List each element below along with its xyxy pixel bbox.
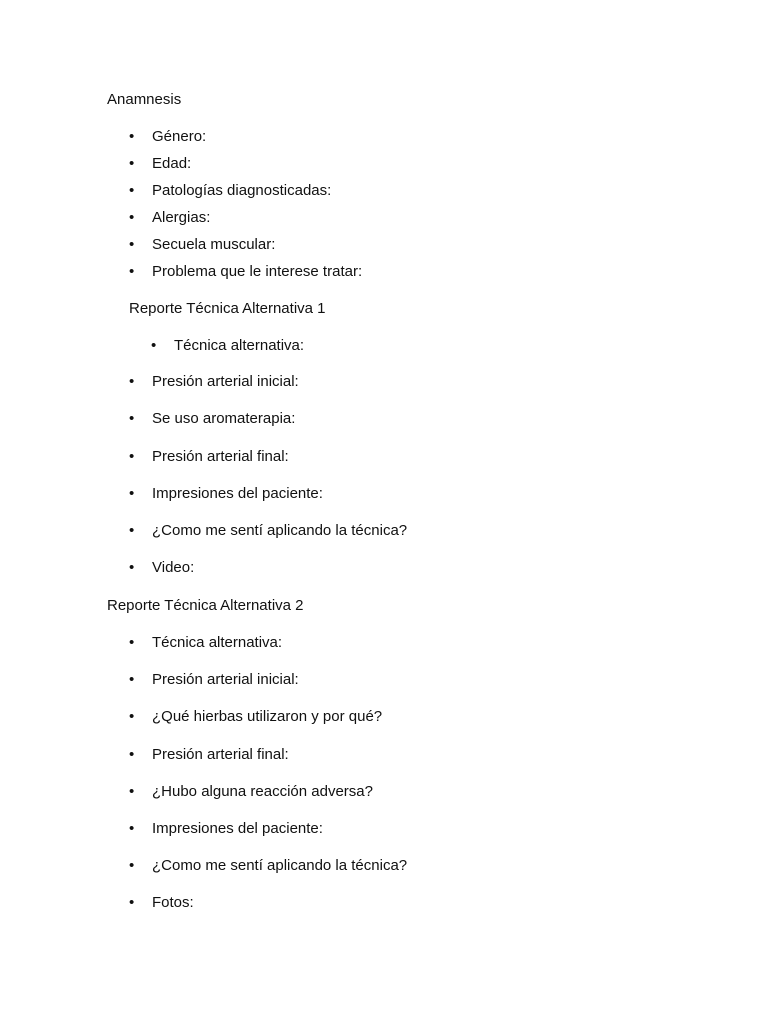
bullet-icon: • [151, 337, 157, 354]
list-item-text: Se uso aromaterapia: [152, 410, 296, 427]
bullet-icon: • [129, 373, 135, 390]
list-item [129, 263, 363, 281]
list-item [129, 485, 323, 503]
list-item-text: Edad: [152, 155, 192, 172]
list-item-text: Fotos: [152, 894, 194, 911]
bullet-icon: • [129, 559, 135, 576]
list-item [129, 373, 299, 391]
list-item [129, 820, 323, 838]
list-item [129, 236, 276, 254]
anamnesis-heading: Anamnesis [107, 91, 182, 108]
bullet-icon: • [129, 857, 135, 874]
list-item-text: Presión arterial final: [152, 448, 289, 465]
list-item [129, 708, 383, 726]
list-item-text: Secuela muscular: [152, 236, 276, 253]
bullet-icon: • [129, 209, 135, 226]
list-item-text: ¿Como me sentí aplicando la técnica? [152, 522, 408, 539]
list-item [129, 559, 195, 577]
list-item-text: Técnica alternativa: [152, 634, 283, 651]
list-item-text: Técnica alternativa: [174, 337, 305, 354]
bullet-icon: • [129, 128, 135, 145]
list-item [151, 337, 305, 355]
bullet-icon: • [129, 746, 135, 763]
list-item-text: Género: [152, 128, 207, 145]
list-item [129, 155, 192, 173]
list-item [129, 182, 332, 200]
bullet-icon: • [129, 410, 135, 427]
list-item [129, 410, 296, 428]
bullet-icon: • [129, 783, 135, 800]
list-item [129, 894, 194, 912]
list-item [129, 522, 408, 540]
bullet-icon: • [129, 522, 135, 539]
list-item-text: Impresiones del paciente: [152, 485, 323, 502]
bullet-icon: • [129, 894, 135, 911]
list-item-text: Video: [152, 559, 195, 576]
list-item [129, 857, 408, 875]
list-item [129, 634, 283, 652]
list-item [129, 783, 373, 801]
list-item-text: ¿Hubo alguna reacción adversa? [152, 783, 373, 800]
list-item-text: ¿Como me sentí aplicando la técnica? [152, 857, 408, 874]
list-item [129, 448, 289, 466]
report1-heading: Reporte Técnica Alternativa 1 [129, 300, 326, 317]
list-item-text: Presión arterial final: [152, 746, 289, 763]
list-item-text: Presión arterial inicial: [152, 671, 299, 688]
bullet-icon: • [129, 236, 135, 253]
bullet-icon: • [129, 263, 135, 280]
list-item-text: Impresiones del paciente: [152, 820, 323, 837]
list-item-text: Presión arterial inicial: [152, 373, 299, 390]
list-item-text: Alergias: [152, 209, 211, 226]
list-item [129, 746, 289, 764]
bullet-icon: • [129, 155, 135, 172]
bullet-icon: • [129, 671, 135, 688]
bullet-icon: • [129, 708, 135, 725]
list-item-text: Patologías diagnosticadas: [152, 182, 332, 199]
bullet-icon: • [129, 182, 135, 199]
list-item-text: ¿Qué hierbas utilizaron y por qué? [152, 708, 383, 725]
list-item [129, 209, 211, 227]
bullet-icon: • [129, 485, 135, 502]
report2-heading: Reporte Técnica Alternativa 2 [107, 597, 304, 614]
list-item-text: Problema que le interese tratar: [152, 263, 363, 280]
list-item [129, 128, 207, 146]
bullet-icon: • [129, 448, 135, 465]
list-item [129, 671, 299, 689]
bullet-icon: • [129, 820, 135, 837]
bullet-icon: • [129, 634, 135, 651]
